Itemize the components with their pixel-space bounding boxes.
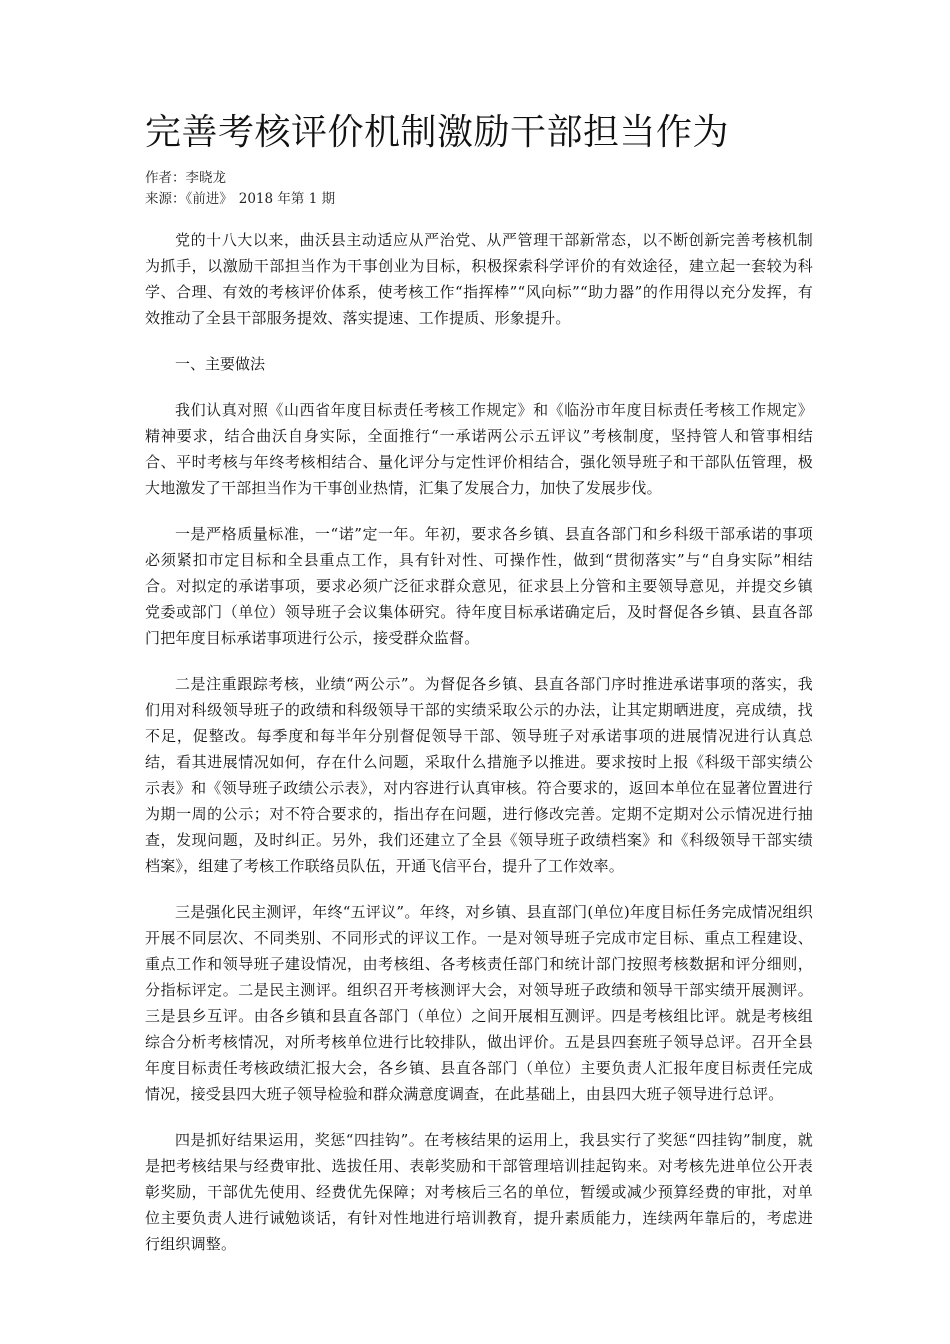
source-line [145, 189, 335, 210]
paragraph-point-4: 四是抓好结果运用，奖惩“四挂钩”。在考核结果的运用上，我县实行了奖惩“四挂钩”制度，就是把考核结果与经费审批、选拔任用、表彰奖励和干部管理培训挂起钩来。对考核先进单位公开表彰奖励，干部优先使用、经费优先保障；对考核后三名的单位，暂缓或减少预算经费的审批，对单位主要负责人进行诫勉谈话，有针对性地进行培训教育，提升素质能力，连续两年靠后的，考虑进行组织调整。 [145, 1131, 813, 1253]
paragraph-intro: 党的十八大以来，曲沃县主动适应从严治党、从严管理干部新常态，以不断创新完善考核机制为抓手，以激励干部担当作为干事创业为目标，积极探索科学评价的有效途径，建立起一套较为科学、合理、有效的考核评价体系，使考核工作“指挥棒”“风向标”“助力器”的作用得以充分发挥，有效推动了全县干部服务提效、落实提速、工作提质、形象提升。 [145, 231, 813, 327]
article-meta [145, 168, 335, 210]
paragraph-overview: 我们认真对照《山西省年度目标责任考核工作规定》和《临汾市年度目标责任考核工作规定》精神要求，结合曲沃自身实际，全面推行“一承诺两公示五评议”考核制度，坚持管人和管事相结合、平时考核与年终考核相结合、量化评分与定性评价相结合，强化领导班子和干部队伍管理，极大地激发了干部担当作为干事创业热情，汇集了发展合力，加快了发展步伐。 [145, 401, 813, 497]
paragraph-point-1: 一是严格质量标准，一“诺”定一年。年初，要求各乡镇、县直各部门和乡科级干部承诺的事项必须紧扣市定目标和全县重点工作，具有针对性、可操作性，做到“贯彻落实”与“自身实际”相结合。对拟定的承诺事项，要求必须广泛征求群众意见，征求县上分管和主要领导意见，并提交乡镇党委或部门（单位）领导班子会议集体研究。待年度目标承诺确定后，及时督促各乡镇、县直各部门把年度目标承诺事项进行公示，接受群众监督。 [145, 525, 813, 647]
source-name: 《前进》 [185, 191, 233, 207]
author-label: 作者： [145, 170, 186, 186]
source-issue: 2018 年第 1 期 [238, 191, 336, 207]
source-label: 来源： [145, 191, 186, 207]
article-title: 完善考核评价机制激励干部担当作为 [145, 112, 730, 153]
author-name: 李晓龙 [185, 170, 226, 186]
article-body [145, 227, 813, 1277]
paragraph-point-3: 三是强化民主测评，年终“五评议”。年终，对乡镇、县直部门(单位)年度目标任务完成情况组织开展不同层次、不同类别、不同形式的评议工作。一是对领导班子完成市定目标、重点工程建设、重点工作和领导班子建设情况，由考核组、各考核责任部门和统计部门按照考核数据和评分细则，分指标评定。二是民主测评。组织召开考核测评大会，对领导班子政绩和领导干部实绩开展测评。三是县乡互评。由各乡镇和县直各部门（单位）之间开展相互测评。四是考核组比评。就是考核组综合分析考核情况，对所考核单位进行比较排队，做出评价。五是县四套班子领导总评。召开全县年度目标责任考核政绩汇报大会，各乡镇、县直各部门（单位）主要负责人汇报年度目标责任完成情况，接受县四大班子领导检验和群众满意度调查，在此基础上，由县四大班子领导进行总评。 [145, 903, 813, 1103]
paragraph-point-2: 二是注重跟踪考核，业绩“两公示”。为督促各乡镇、县直各部门序时推进承诺事项的落实，我们用对科级领导班子的政绩和科级领导干部的实绩采取公示的办法，让其定期晒进度，亮成绩，找不足，促整改。每季度和每半年分别督促领导干部、领导班子对承诺事项的进展情况进行认真总结，看其进展情况如何，存在什么问题，采取什么措施予以推进。要求按时上报《科级干部实绩公示表》和《领导班子政绩公示表》，对内容进行认真审核。符合要求的，返回本单位在显著位置进行为期一周的公示；对不符合要求的，指出存在问题，进行修改完善。定期不定期对公示情况进行抽查，发现问题，及时纠正。另外，我们还建立了全县《领导班子政绩档案》和《科级领导干部实绩档案》，组建了考核工作联络员队伍，开通飞信平台，提升了工作效率。 [145, 675, 813, 875]
section-heading: 一、主要做法 [175, 355, 266, 373]
author-line [145, 168, 335, 189]
